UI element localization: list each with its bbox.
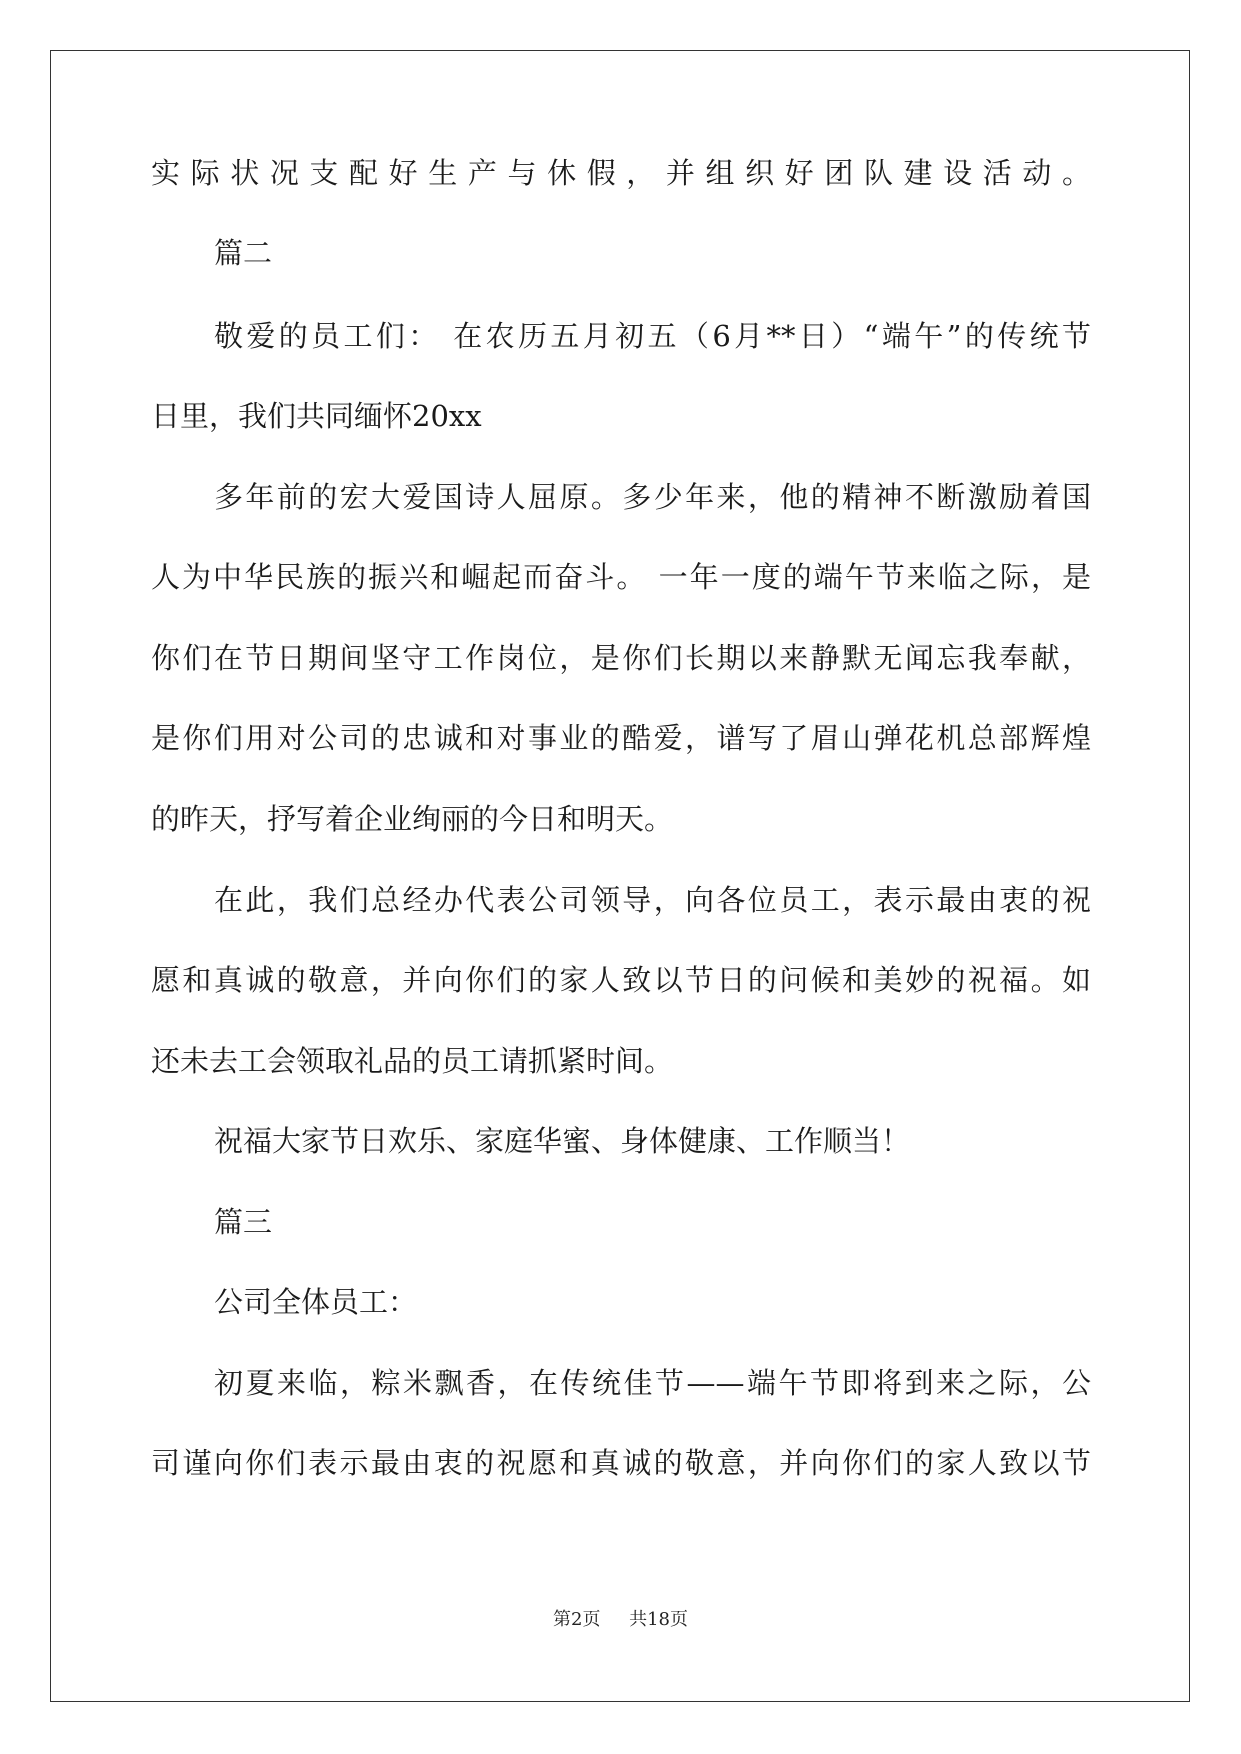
text-line: 初夏来临，粽米飘香，在传统佳节——端午节即将到来之际，公 [214, 1366, 1091, 1400]
text-line: 多年前的宏大爱国诗人屈原。多少年来，他的精神不断激励着国 [214, 480, 1091, 514]
page-footer [0, 1608, 1241, 1632]
page-number: 第2页 [553, 1609, 601, 1630]
text-line: 实际状况支配好生产与休假，并组织好团队建设活动。 [151, 156, 1091, 190]
text-line: 愿和真诚的敬意，并向你们的家人致以节日的问候和美妙的祝福。如 [151, 963, 1091, 997]
section-heading: 篇三 [214, 1205, 273, 1239]
text-line: 的昨天，抒写着企业绚丽的今日和明天。 [151, 802, 674, 836]
section-heading: 篇二 [214, 236, 273, 270]
text-line: 还未去工会领取礼品的员工请抓紧时间。 [151, 1044, 674, 1078]
footer-spacer [606, 1609, 623, 1630]
text-line: 是你们用对公司的忠诚和对事业的酷爱，谱写了眉山弹花机总部辉煌 [151, 721, 1091, 755]
total-pages: 共18页 [629, 1609, 688, 1630]
text-line: 祝福大家节日欢乐、家庭华蜜、身体健康、工作顺当！ [214, 1124, 911, 1158]
text-line: 人为中华民族的振兴和崛起而奋斗。 一年一度的端午节来临之际，是 [151, 560, 1091, 594]
text-line: 公司全体员工： [214, 1285, 418, 1319]
text-line: 司谨向你们表示最由衷的祝愿和真诚的敬意，并向你们的家人致以节 [151, 1446, 1091, 1480]
text-line: 你们在节日期间坚守工作岗位，是你们长期以来静默无闻忘我奉献， [151, 641, 1091, 675]
text-line: 日里，我们共同缅怀20xx [151, 399, 482, 433]
text-line: 在此，我们总经办代表公司领导，向各位员工，表示最由衷的祝 [214, 883, 1091, 917]
text-line: 敬爱的员工们： 在农历五月初五（6月**日）“端午”的传统节 [214, 319, 1091, 353]
